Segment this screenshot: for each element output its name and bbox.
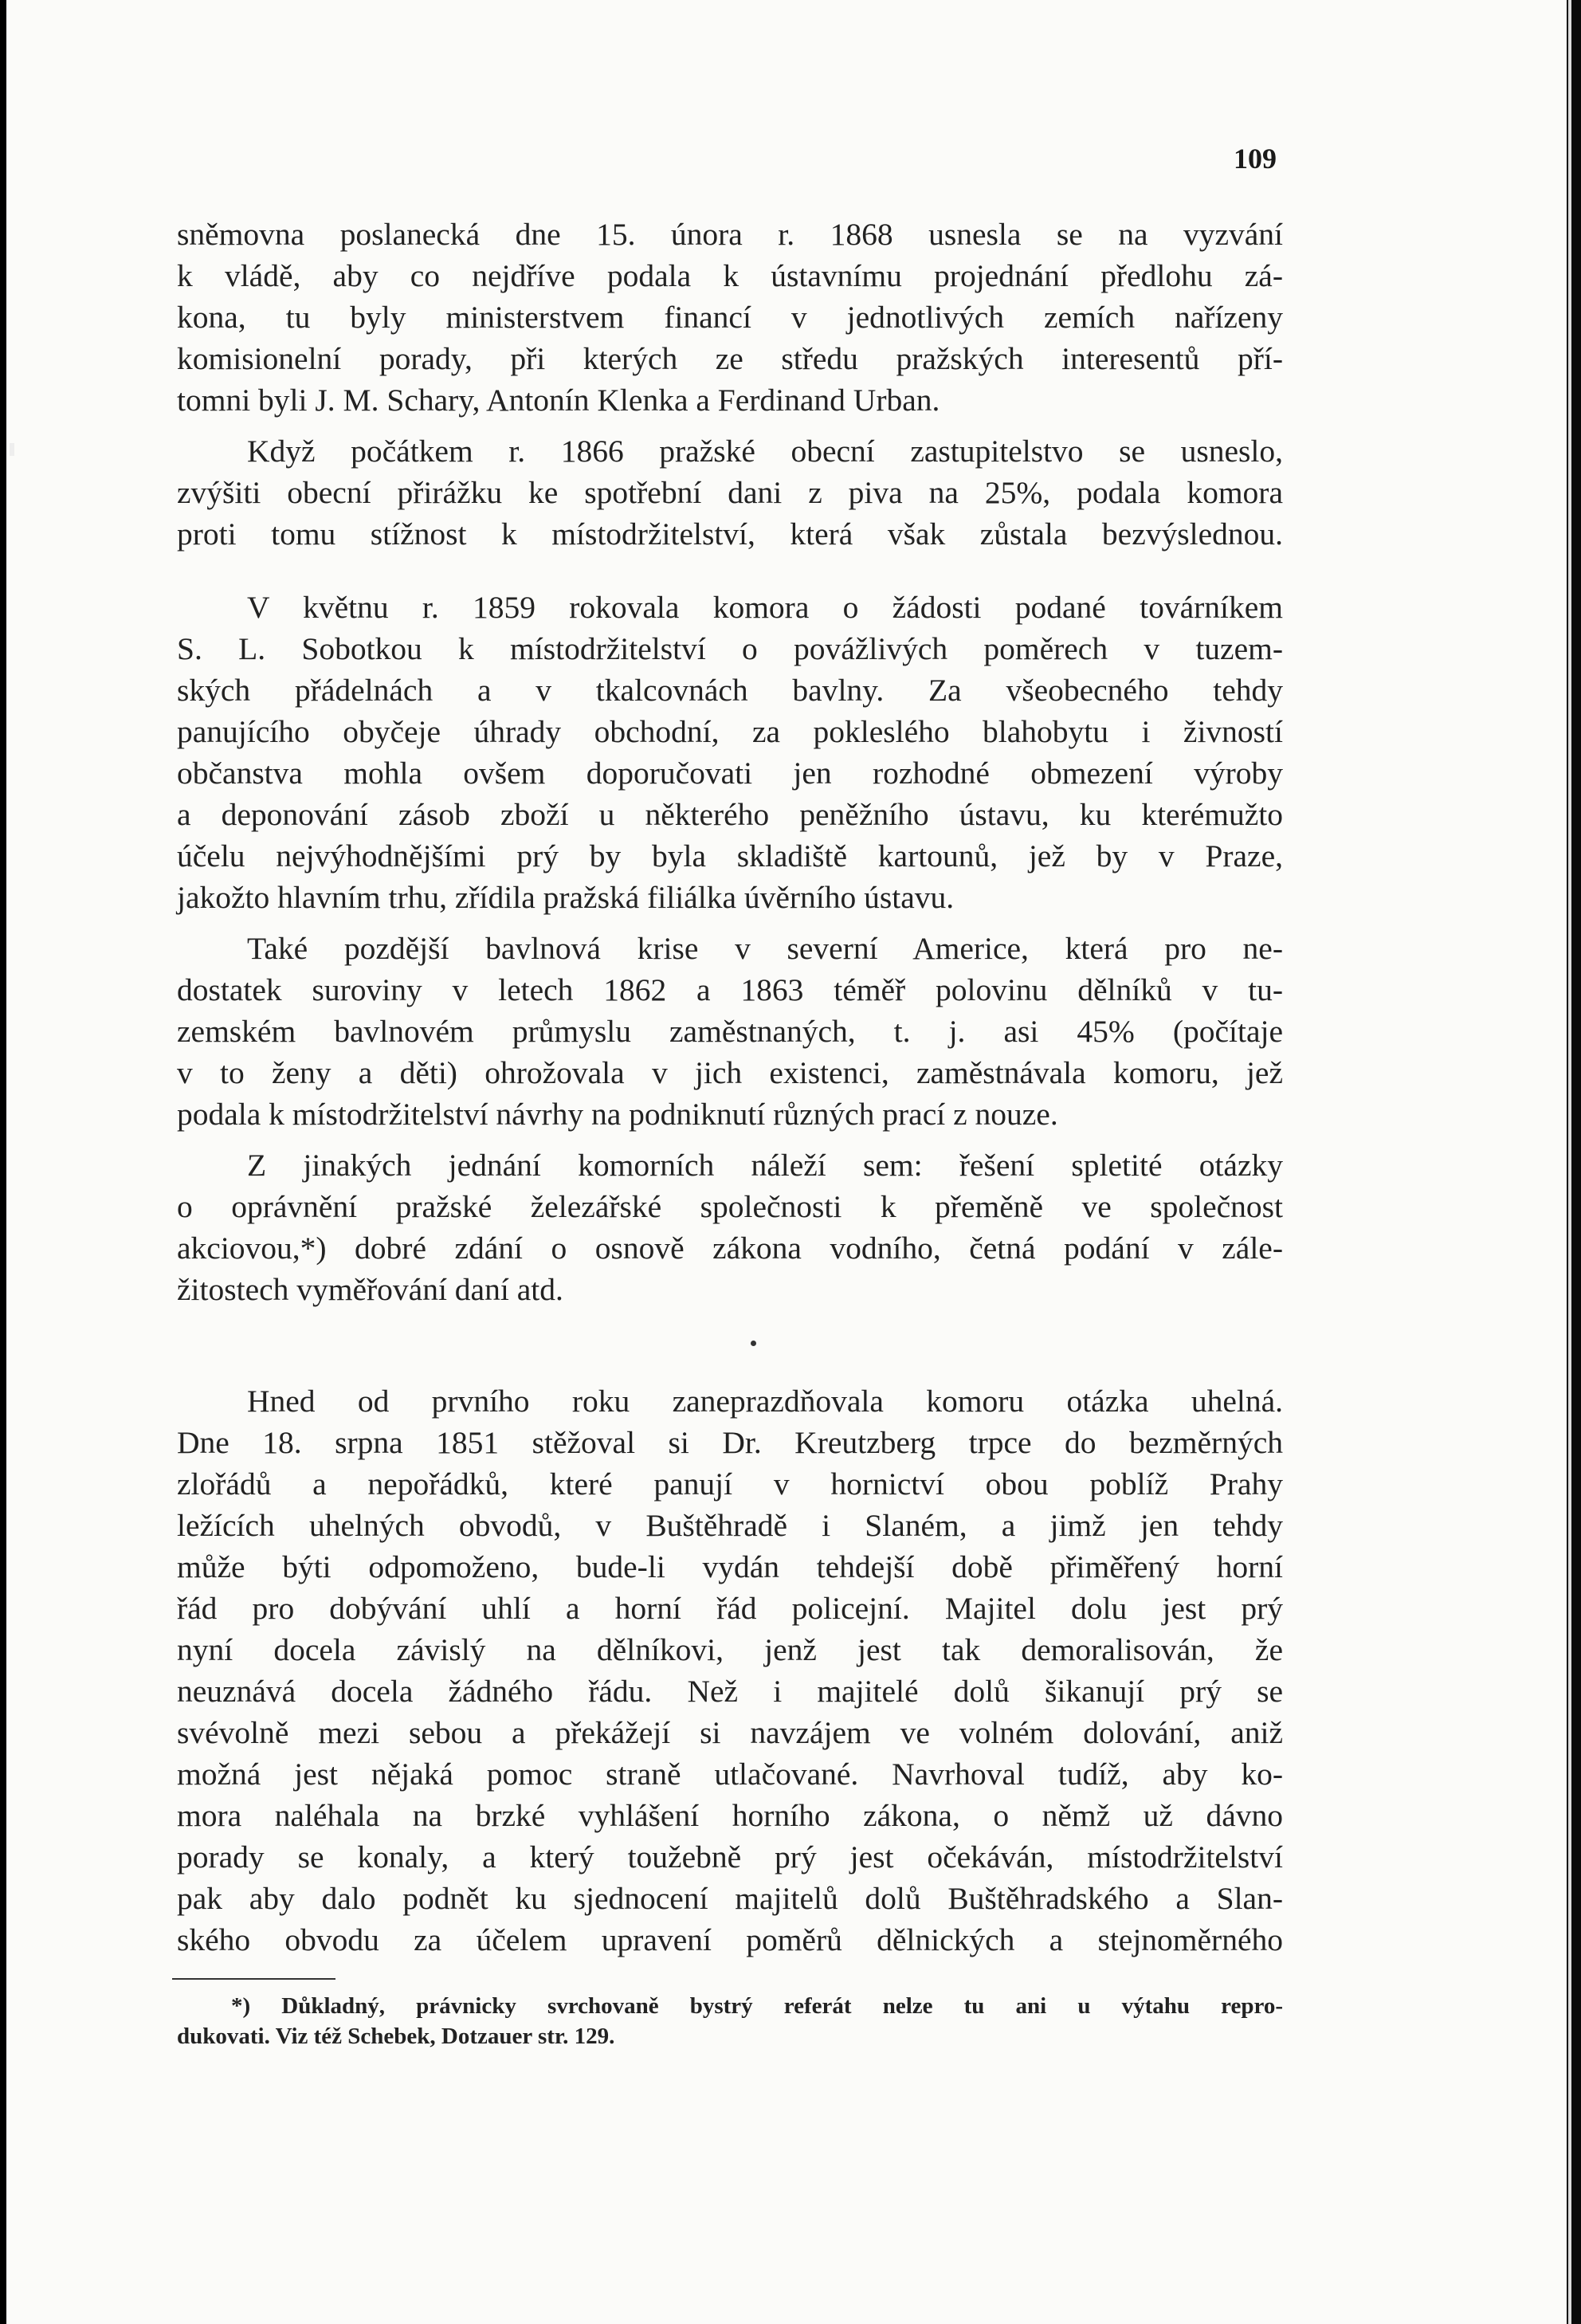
- text-line: jakožto hlavním trhu, zřídila pražská filiálka úvěrního ústavu.: [177, 880, 955, 915]
- text-line: Také pozdější bavlnová krise v severní Americe, která pro ne-: [247, 931, 1283, 966]
- page-edge-line: [1568, 0, 1571, 2324]
- text-line: svévolně mezi sebou a překážejí si navzájem ve volném dolování, aniž: [177, 1715, 1283, 1750]
- text-line: podala k místodržitelství návrhy na podniknutí různých prací z nouze.: [177, 1097, 1058, 1132]
- text-line: v to ženy a děti) ohrožovala v jich existenci, zaměstnávala komoru, jež: [177, 1055, 1283, 1090]
- text-line: akciovou,*) dobré zdání o osnově zákona vodního, četná podání v zále-: [177, 1231, 1283, 1266]
- text-line: k vládě, aby co nejdříve podala k ústavnímu projednání předlohu zá-: [177, 258, 1283, 293]
- text-line: o oprávnění pražské železářské společnosti k přeměně ve společnost: [177, 1189, 1283, 1224]
- text-line: S. L. Sobotkou k místodržitelství o povážlivých poměrech v tuzem-: [177, 631, 1283, 666]
- separator-dot: [751, 1341, 756, 1346]
- footnote-line: dukovati. Viz též Schebek, Dotzauer str. 129.: [177, 2024, 615, 2049]
- page-number: 109: [1234, 143, 1277, 175]
- text-line: může býti odpomoženo, bude-li vydán tehdejší době přiměřený horní: [177, 1549, 1283, 1584]
- text-line: panujícího obyčeje úhrady obchodní, za pokleslého blahobytu i živností: [177, 714, 1283, 749]
- text-line: občanstva mohla ovšem doporučovati jen rozhodné obmezení výroby: [177, 756, 1283, 791]
- footnote-line: *) Důkladný, právnicky svrchovaně bystrý referát nelze tu ani u výtahu repro-: [231, 1993, 1283, 2019]
- text-line: nyní docela závislý na dělníkovi, jenž jest tak demoralisován, že: [177, 1632, 1283, 1667]
- text-line: pak aby dalo podnět ku sjednocení majitelů dolů Buštěhradského a Slan-: [177, 1881, 1283, 1916]
- body-text: [177, 214, 1283, 1961]
- text-line: tomni byli J. M. Schary, Antonín Klenka a Ferdinand Urban.: [177, 383, 940, 418]
- text-line: komisionelní porady, při kterých ze středu pražských interesentů pří-: [177, 341, 1283, 376]
- text-line: sněmovna poslanecká dne 15. února r. 1868 usnesla se na vyzvání: [177, 217, 1283, 252]
- binding-mark: [10, 443, 14, 456]
- footnote-rule: [172, 1978, 335, 1980]
- text-line: dostatek suroviny v letech 1862 a 1863 téměř polovinu dělníků v tu-: [177, 972, 1283, 1007]
- text-line: zemském bavlnovém průmyslu zaměstnaných, t. j. asi 45% (počítaje: [177, 1014, 1283, 1049]
- text-line: V květnu r. 1859 rokovala komora o žádosti podané továrníkem: [247, 590, 1283, 625]
- paragraph-4: [177, 928, 1283, 1135]
- text-line: řád pro dobývání uhlí a horní řád policejní. Majitel dolu jest prý: [177, 1591, 1283, 1626]
- paragraph-5: [177, 1144, 1283, 1310]
- text-line: mora naléhala na brzké vyhlášení horního zákona, o němž už dávno: [177, 1798, 1283, 1833]
- text-line: Z jinakých jednání komorních náleží sem: řešení spletité otázky: [247, 1148, 1283, 1183]
- text-line: Dne 18. srpna 1851 stěžoval si Dr. Kreutzberg trpce do bezměrných: [177, 1425, 1283, 1460]
- text-line: kona, tu byly ministerstvem financí v jednotlivých zemích nařízeny: [177, 300, 1283, 335]
- text-line: porady se konaly, a který toužebně prý jest očekáván, místodržitelství: [177, 1839, 1283, 1875]
- text-line: ských přádelnách a v tkalcovnách bavlny. Za všeobecného tehdy: [177, 673, 1283, 708]
- text-line: zlořádů a nepořádků, které panují v hornictví obou poblíž Prahy: [177, 1466, 1283, 1502]
- text-line: žitostech vyměřování daní atd.: [177, 1272, 563, 1307]
- text-line: zvýšiti obecní přirážku ke spotřební dani z piva na 25%, podala komora: [177, 475, 1283, 510]
- text-line: neuznává docela žádného řádu. Než i majitelé dolů šikanují prý se: [177, 1674, 1283, 1709]
- text-line: ského obvodu za účelem upravení poměrů dělnických a stejnoměrného: [177, 1922, 1283, 1957]
- paragraph-3: [177, 587, 1283, 918]
- footnote: [177, 1991, 1283, 2051]
- text-line: možná jest nějaká pomoc straně utlačované. Navrhoval tudíž, aby ko-: [177, 1757, 1283, 1792]
- paragraph-2: [177, 430, 1283, 555]
- text-line: Hned od prvního roku zaneprazdňovala komoru otázka uhelná.: [247, 1384, 1283, 1419]
- text-line: ležících uhelných obvodů, v Buštěhradě i Slaném, a jimž jen tehdy: [177, 1508, 1283, 1543]
- text-line: Když počátkem r. 1866 pražské obecní zastupitelstvo se usneslo,: [247, 434, 1283, 469]
- text-line: účelu nejvýhodnějšími prý by byla skladiště kartounů, jež by v Praze,: [177, 838, 1283, 873]
- text-line: proti tomu stížnost k místodržitelství, která však zůstala bezvýslednou.: [177, 516, 1283, 552]
- paragraph-1: [177, 214, 1283, 421]
- paragraph-6: [177, 1380, 1283, 1961]
- text-line: a deponování zásob zboží u některého peněžního ústavu, ku kterémužto: [177, 797, 1283, 832]
